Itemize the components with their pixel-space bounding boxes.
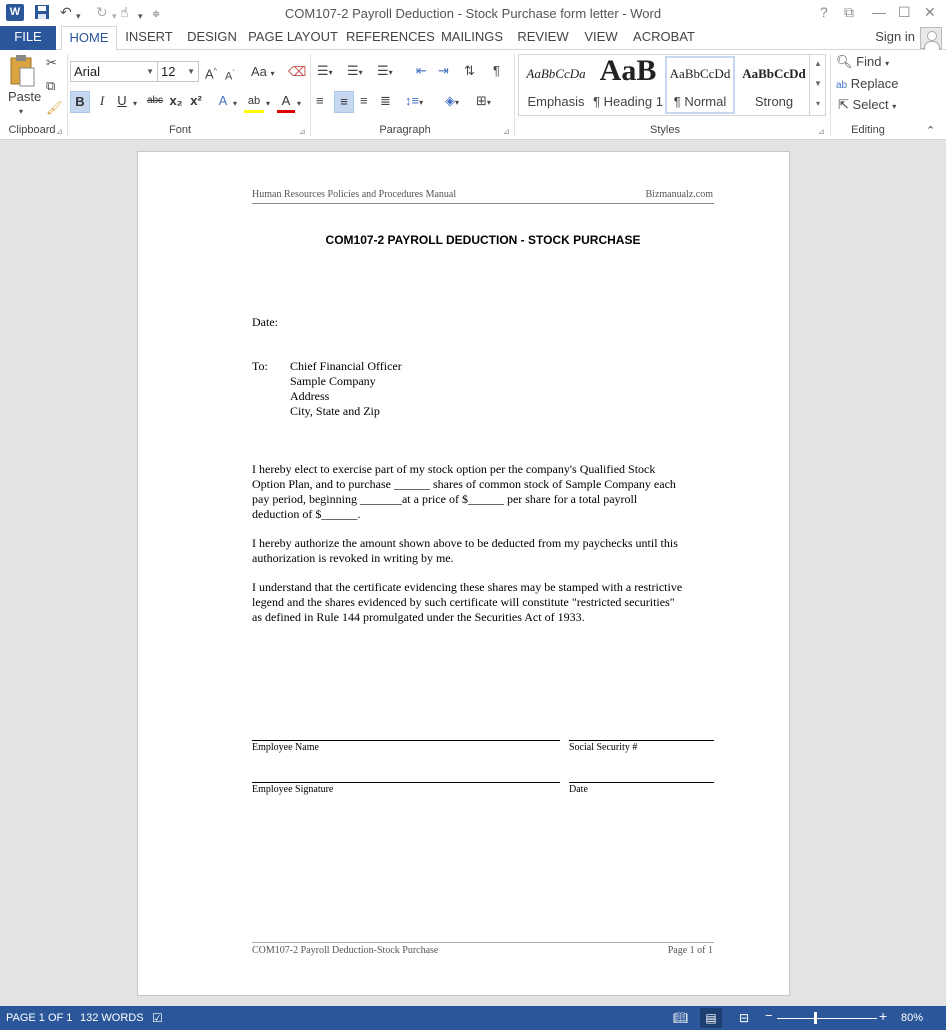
highlight-dropdown-icon[interactable]: ▾ [266,99,271,108]
vertical-scrollbar[interactable] [940,140,946,1006]
italic-button[interactable]: I [99,93,105,108]
date-line [569,782,714,783]
redo-dropdown-icon[interactable]: ▾ [112,11,117,21]
grow-font-button[interactable]: A^ [205,66,217,82]
minimize-button[interactable]: — [872,4,886,20]
gallery-down-icon[interactable]: ▼ [809,75,826,95]
align-center-icon[interactable]: ≡ [334,91,354,113]
paragraph-line: I hereby authorize the amount shown above to be deducted from my paychecks until this [252,536,678,550]
employee-signature-line [252,782,560,783]
to-label: To: [252,359,268,373]
document-title: COM107-2 PAYROLL DEDUCTION - STOCK PURCHASE [325,233,641,247]
zoom-slider-thumb[interactable] [814,1012,817,1024]
paragraph-restricted-securities [252,580,682,625]
text-effects-dropdown-icon[interactable]: ▾ [233,99,238,108]
font-color-dropdown-icon[interactable]: ▾ [297,99,302,108]
group-separator [830,54,831,136]
numbering-icon[interactable]: ☰▾ [347,63,363,78]
font-size-combo[interactable] [157,61,199,82]
clipboard-group-label: Clipboard [8,124,56,136]
group-separator [67,54,68,136]
text-effects-button[interactable]: A [218,93,228,108]
styles-launcher-icon[interactable]: ⊿ [818,127,825,136]
style-name: ¶ Heading 1 [593,94,663,109]
style-normal[interactable] [665,56,735,114]
underline-button[interactable]: U [117,93,127,108]
employee-signature-label: Employee Signature [252,784,334,795]
word-count[interactable]: 132 WORDS [80,1012,144,1024]
change-case-button[interactable]: Aa ▾ [251,64,275,79]
gallery-up-icon[interactable]: ▲ [809,55,826,75]
font-size-value: 12 [161,64,176,79]
font-launcher-icon[interactable]: ⊿ [299,127,306,136]
style-emphasis[interactable] [521,56,591,114]
date-signature-label: Date [569,784,588,795]
style-name: Strong [754,94,794,109]
page-footer-right: Page 1 of 1 [667,945,713,956]
page-header-left: Human Resources Policies and Procedures Manual [252,189,457,200]
paragraph-line: pay period, beginning _______at a price of $______ per share for a total payroll [252,492,638,506]
style-sample: AaB [599,54,657,87]
status-bar [0,1006,946,1030]
tab-design[interactable]: DESIGN [187,29,237,44]
underline-dropdown-icon[interactable]: ▾ [133,99,138,108]
borders-icon[interactable]: ⊞▾ [476,93,491,108]
group-separator [310,54,311,136]
address-line: Address [290,389,330,403]
customize-qat-icon[interactable]: ≑ [152,9,161,20]
page-header-right: Bizmanualz.com [645,189,713,200]
close-button[interactable]: ✕ [924,4,936,20]
paste-button[interactable]: Paste [8,89,42,104]
tab-review[interactable]: REVIEW [517,29,569,44]
increase-indent-icon[interactable]: ⇥ [438,63,449,78]
styles-group-label: Styles [650,124,680,136]
style-strong[interactable] [739,56,809,114]
styles-gallery [518,54,826,116]
address-line: City, State and Zip [290,404,380,418]
style-name: ¶ Normal [673,94,727,109]
touch-mode-icon[interactable]: ☝ [120,4,129,20]
title-bar [0,0,946,26]
tab-file[interactable]: FILE [0,26,56,50]
clipboard-launcher-icon[interactable]: ⊿ [56,127,63,136]
page-count[interactable]: PAGE 1 OF 1 [6,1012,73,1024]
paste-dropdown-icon[interactable]: ▾ [19,107,24,116]
ribbon-tabs [0,26,946,50]
select-button[interactable]: ⇱ Select ▾ [838,97,897,112]
select-label: Select [852,97,889,112]
tab-mailings[interactable]: MAILINGS [440,29,504,44]
copy-icon[interactable]: ⧉ [46,78,56,93]
cursor-icon: ⇱ [838,97,849,112]
address-line: Chief Financial Officer [290,359,402,373]
highlight-button[interactable]: ab [244,91,264,113]
align-right-icon[interactable]: ≡ [360,93,368,108]
shrink-font-label: A [225,70,233,83]
subscript-button[interactable]: x₂ [169,93,183,108]
date-label: Date: [252,315,278,329]
tab-page-layout[interactable]: PAGE LAYOUT [248,29,338,44]
replace-button[interactable] [836,75,898,95]
footer-rule [252,942,714,943]
help-button[interactable]: ? [820,4,828,20]
style-sample: AaBbCcDd [742,66,806,81]
touch-dropdown-icon[interactable]: ▾ [138,11,143,21]
font-color-button[interactable]: A [277,91,295,113]
paragraph-line: authorization is revoked in writing by me. [252,551,454,565]
redo-icon[interactable]: ↻ [96,4,108,20]
style-heading-1[interactable] [593,56,663,114]
font-group-label: Font [168,124,191,136]
paragraph-launcher-icon[interactable]: ⊿ [503,127,510,136]
font-name-value: Arial [74,64,101,79]
editing-group-label: Editing [851,124,885,136]
grow-font-label: A [205,66,214,82]
print-layout-icon[interactable]: ▤ [700,1008,722,1028]
justify-icon[interactable]: ≣ [380,93,391,108]
page-footer-left: COM107-2 Payroll Deduction-Stock Purchase [252,945,439,956]
paragraph-line: deduction of $______. [252,507,361,521]
document-page[interactable] [137,151,790,996]
bold-button[interactable]: B [70,91,90,113]
address-block [290,359,402,419]
sort-icon[interactable]: ⇅ [464,63,475,78]
paragraph-line: as defined in Rule 144 promulgated under the Securities Act of 1933. [252,610,585,624]
paragraph-group-label: Paragraph [379,124,431,136]
format-painter-icon[interactable]: 🖌 [46,100,63,115]
change-case-label: Aa [251,64,267,79]
style-name: Emphasis [527,94,585,109]
find-label: Find [856,54,882,69]
superscript-button[interactable]: x² [190,93,202,108]
zoom-out-button[interactable]: − [765,1008,773,1023]
paragraph-line: I understand that the certificate evidencing these shares may be stamped with a restrictive [252,580,683,594]
avatar[interactable] [920,27,942,49]
proofing-icon[interactable]: ☑ [152,1011,163,1025]
decrease-indent-icon[interactable]: ⇤ [416,63,427,78]
bullets-icon[interactable]: ☰▾ [317,63,333,78]
paragraph-authorization [252,536,678,566]
paragraph-line: legend and the shares evidenced by such certificate will constitute "restricted securities" [252,595,675,609]
tab-insert[interactable]: INSERT [125,29,173,44]
align-left-icon[interactable]: ≡ [316,93,324,108]
replace-icon: ab [836,80,848,91]
gallery-more-icon[interactable]: ▾ [809,95,826,115]
ssn-line [569,740,714,741]
line-spacing-icon[interactable]: ↕≡▾ [405,93,424,108]
style-sample: AaBbCcDd [669,66,731,81]
shading-icon[interactable]: ◈▾ [445,93,460,108]
strikethrough-button[interactable]: abc [146,95,164,106]
undo-icon[interactable]: ↶ [60,4,72,20]
font-name-combo[interactable] [70,61,158,82]
chevron-down-icon[interactable]: ▼ [187,67,195,76]
sign-in-link[interactable]: Sign in [875,29,915,44]
zoom-slider[interactable] [777,1018,877,1019]
binoculars-icon: 🔍︎ [836,54,853,69]
word-app-icon[interactable]: W [6,4,24,21]
show-marks-button[interactable]: ¶ [493,63,500,78]
employee-name-label: Employee Name [252,742,319,753]
tab-acrobat[interactable]: ACROBAT [633,29,695,44]
multilevel-list-icon[interactable]: ☰▾ [377,63,393,78]
shrink-font-button[interactable]: $A^ˇ$ [225,70,235,83]
clear-formatting-icon[interactable]: ⌫ [288,64,307,79]
ribbon-home [0,50,946,140]
replace-label: Replace [850,76,899,91]
header-rule [252,203,714,204]
read-mode-icon[interactable]: 📖︎ [673,1011,689,1025]
zoom-in-button[interactable]: + [879,1008,888,1024]
tab-references[interactable]: REFERENCES [346,29,435,44]
paragraph-election [252,462,676,522]
paragraph-line: Option Plan, and to purchase ______ shares of common stock of Sample Company each [252,477,676,491]
group-separator [514,54,515,136]
style-sample: AaBbCcDa [526,66,586,81]
undo-dropdown-icon[interactable]: ▾ [76,11,81,21]
cut-icon[interactable]: ✂ [46,55,57,70]
find-button[interactable]: 🔍︎ Find ▾ [836,54,890,69]
ribbon-display-options-button[interactable]: ⧉ [844,4,854,20]
ssn-label: Social Security # [569,742,638,753]
document-area[interactable] [0,140,946,1006]
chevron-down-icon[interactable]: ▼ [146,67,154,76]
window-title: COM107-2 Payroll Deduction - Stock Purchase form letter - Word [284,6,662,21]
tab-view[interactable]: VIEW [584,29,618,44]
employee-name-line [252,740,560,741]
tab-home[interactable]: HOME [61,26,117,51]
maximize-button[interactable]: ☐ [898,4,911,20]
web-layout-icon[interactable]: ⊟ [739,1011,750,1025]
collapse-ribbon-icon[interactable]: ⌃ [926,125,936,137]
zoom-level[interactable]: 80% [901,1012,924,1024]
paragraph-line: I hereby elect to exercise part of my stock option per the company's Qualified Stock [252,462,656,476]
address-line: Sample Company [290,374,376,388]
